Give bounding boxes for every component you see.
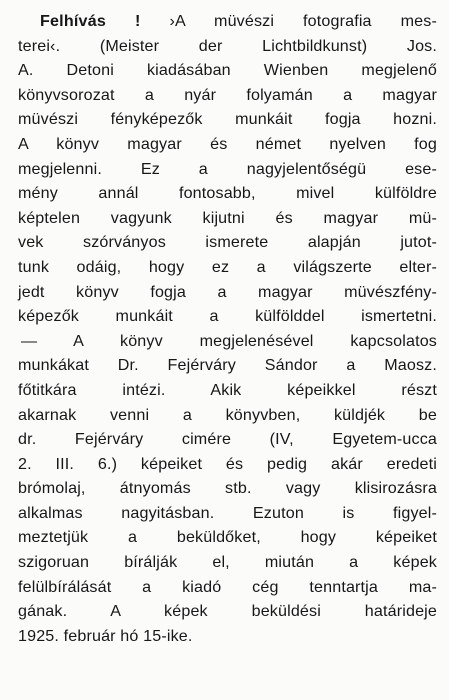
article-line-17: akarnak venni a könyvben, küldjék be bbox=[18, 405, 437, 424]
announcement-article bbox=[18, 9, 437, 648]
article-line-20: brómolaj, átnyomás stb. vagy klisirozásra bbox=[18, 479, 437, 498]
headline: Felhívás ! bbox=[40, 12, 141, 30]
article-line-10: vek szórványos ismerete alapján jutot- bbox=[18, 233, 437, 252]
article-line-3: A. Detoni kiadásában Wienben megjelenő bbox=[18, 61, 437, 80]
article-line-2: terei‹. (Meister der Lichtbildkunst) Jos. bbox=[18, 36, 437, 55]
article-line-12: jedt könyv fogja a magyar müvészfény- bbox=[18, 282, 437, 301]
article-line-25: gának. A képek beküldési határideje bbox=[18, 602, 437, 621]
first-line-text: ›A müvészi fotografia mes- bbox=[169, 12, 437, 30]
article-line-7: megjelenni. Ez a nagyjelentőségü ese- bbox=[18, 159, 437, 178]
article-line-15: munkákat Dr. Fejérváry Sándor a Maosz. bbox=[18, 356, 437, 375]
article-line-8: mény annál fontosabb, mivel külföldre bbox=[18, 184, 437, 203]
article-line-1 bbox=[18, 9, 437, 34]
article-line-23: szigoruan bírálják el, miután a képek bbox=[18, 553, 437, 572]
article-line-5: müvészi fényképezők munkáit fogja hozni. bbox=[18, 110, 437, 129]
article-line-9: képtelen vagyunk kijutni és magyar mü- bbox=[18, 208, 437, 227]
article-line-11: tunk odáig, hogy ez a világszerte elter- bbox=[18, 257, 437, 276]
article-line-24: felülbírálását a kiadó cég tenntartja ma- bbox=[18, 577, 437, 596]
article-line-13: képezők munkáit a külfölddel ismertetni. bbox=[18, 307, 437, 326]
article-line-16: főtitkára intézi. Akik képeikkel részt bbox=[18, 380, 437, 399]
article-line-26: 1925. február hó 15-ike. bbox=[18, 626, 193, 645]
article-line-14: — A könyv megjelenésével kapcsolatos bbox=[21, 331, 437, 350]
article-line-4: könyvsorozat a nyár folyamán a magyar bbox=[18, 85, 437, 104]
article-line-22: meztetjük a beküldőket, hogy képeiket bbox=[18, 528, 437, 547]
article-line-18: dr. Fejérváry cimére (IV, Egyetem-ucca bbox=[18, 430, 437, 449]
article-line-6: A könyv magyar és német nyelven fog bbox=[18, 134, 437, 153]
article-line-19: 2. III. 6.) képeiket és pedig akár eredeti bbox=[18, 454, 437, 473]
article-line-21: alkalmas nagyitásban. Ezuton is figyel- bbox=[18, 503, 437, 522]
